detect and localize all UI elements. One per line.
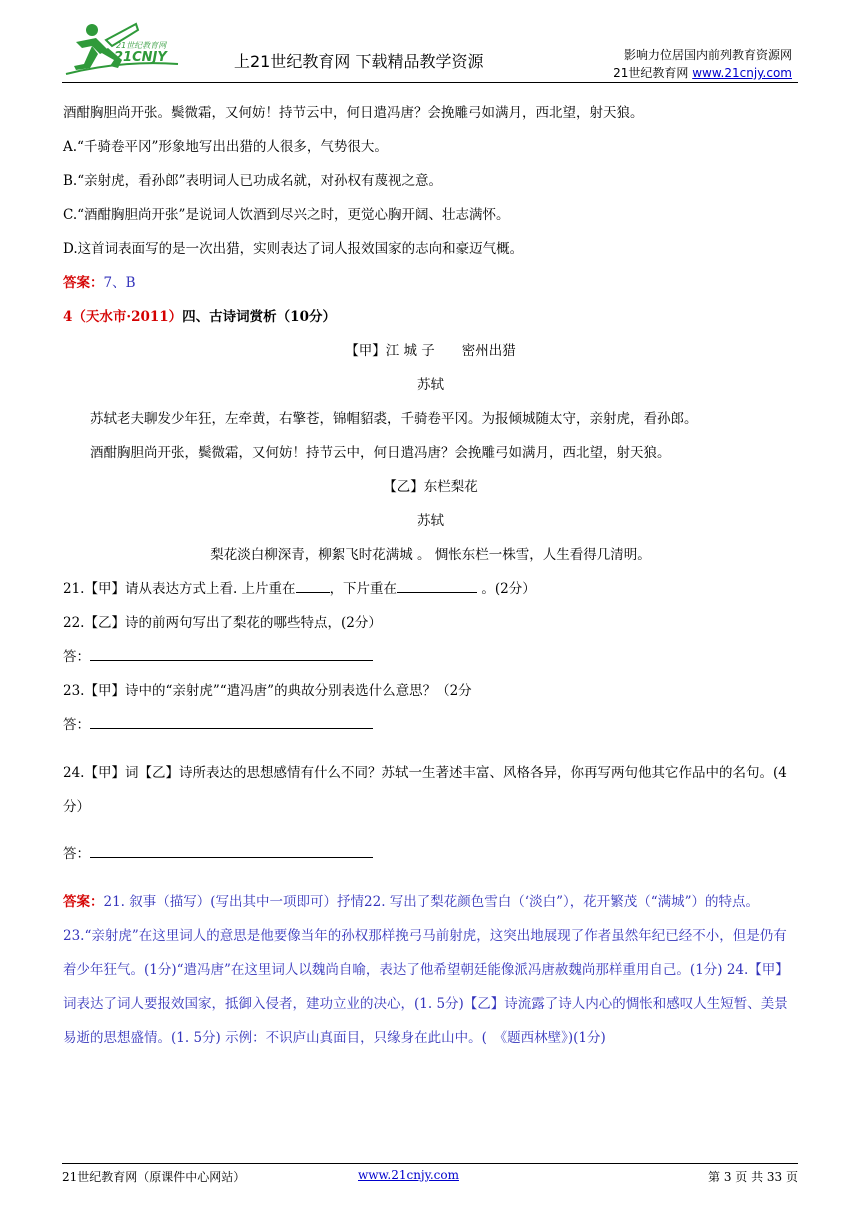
logo-text-bottom: 21CNJY [114,50,167,65]
option-a: A.“千骑卷平冈”形象地写出出猎的人很多，气势很大。 [63,139,388,155]
page-number: 第 3 页 共 33 页 [708,1170,798,1184]
answer-value: 7、B [103,275,136,291]
header-divider [62,82,798,83]
answer-1 [63,266,798,300]
poem-line-continued: 酒酣胸胆尚开张。鬓微霜，又何妨！持节云中，何日遣冯唐？会挽雕弓如满月，西北望，射天狼。 [63,105,644,121]
answer-blank-2[interactable] [397,578,477,593]
question-21: 21.【甲】请从表达方式上看. 上片重在 ，下片重在 。(2分） [63,572,798,606]
footer-site-link[interactable]: www.21cnjy.com [358,1168,459,1182]
footer-site-name: 21世纪教育网（原课件中心网站） [62,1170,246,1184]
poem-1-author: 苏轼 [417,377,444,393]
answer-blank-23[interactable] [90,714,373,729]
answer-label: 答案： [63,275,104,291]
question-22: 22.【乙】诗的前两句写出了梨花的哪些特点，(2分） [63,615,382,631]
header-site-name: 21世纪教育网 [613,66,693,80]
document-body [63,96,798,1068]
header-slogan: 影响力位居国内前列教育资源网 [623,48,792,62]
question-title: 四、古诗词赏析（10分） [182,309,336,325]
header-title: 上21世纪教育网 下载精品教学资源 [234,52,484,71]
poem-1-title: 【甲】江 城 子 密州出猎 [345,343,516,359]
poem-2-title: 【乙】东栏梨花 [383,479,478,495]
question-source: 4（天水市·2011） [63,309,183,325]
poem-1-line-1: 苏轼老夫聊发少年狂，左牵黄，右擎苍，锦帽貂裘，千骑卷平冈。为报倾城随太守，亲射虎，看孙郎。 [90,411,698,427]
option-c: C.“酒酣胸胆尚开张”是说词人饮酒到尽兴之时，更觉心胸开阔、壮志满怀。 [63,207,510,223]
question-4-heading [63,300,798,334]
answer-line-24: 答： [63,837,798,871]
answer-value: 21. 叙事（描写）(写出其中一项即可）抒情22. 写出了梨花颜色雪白（‘淡白”），花开繁茂（“满城”）的特点。23.“亲射虎”在这里词人的意思是他要像当年的孙权那样挽弓马前射虎，这突出地展现了作者虽然年纪已经不小，但是仍有着少年狂气。(1分)“遣冯唐”在这里词人以魏尚自喻，表达了他希望朝廷能像派冯唐赦魏尚那样重用自己。(1分) 24.【甲】词表达了词人要报效国家，抵御入侵者，建功立业的决心，(1. 5分)【乙】诗流露了诗人内心的惆怅和感叹人生短暂、美景易逝的思想盛情。(1. 5分) 示例：不识庐山真面目，只缘身在此山中。( 《题西林壁》)(1分) [63,893,789,1046]
answer-line-22: 答： [63,640,798,674]
answer-blank-22[interactable] [90,646,373,661]
poem-2-line: 梨花淡白柳深青，柳絮飞时花满城 。 惆怅东栏一株雪，人生看得几清明。 [210,547,651,563]
answer-blank-24[interactable] [90,843,373,858]
answer-line-23: 答： [63,708,798,742]
answer-2 [63,885,798,1055]
answer-label: 答案： [63,893,104,910]
poem-2-author: 苏轼 [417,513,444,529]
option-d: D.这首词表面写的是一次出猎，实则表达了词人报效国家的志向和豪迈气概。 [63,241,524,257]
footer-divider [62,1163,798,1164]
site-logo [62,20,182,76]
option-b: B.“亲射虎，看孙郎”表明词人已功成名就，对孙权有蔑视之意。 [63,173,443,189]
logo-text-top: 21世纪教育网 [116,41,167,50]
answer-blank-1[interactable] [296,578,330,593]
header-right-info [613,46,792,82]
poem-1-line-2: 酒酣胸胆尚开张，鬓微霜，又何妨！持节云中，何日遣冯唐？会挽雕弓如满月，西北望，射天狼。 [90,445,671,461]
header-site-link[interactable]: www.21cnjy.com [692,66,792,80]
page-header [62,16,798,80]
question-23: 23.【甲】诗中的“亲射虎”“遣冯唐”的典故分别表选什么意思？（2分 [63,683,472,699]
question-24: 24.【甲】词【乙】诗所表达的思想感情有什么不同？苏轼一生著述丰富、风格各异，你再写两句他其它作品中的名句。(4分） [63,764,787,815]
